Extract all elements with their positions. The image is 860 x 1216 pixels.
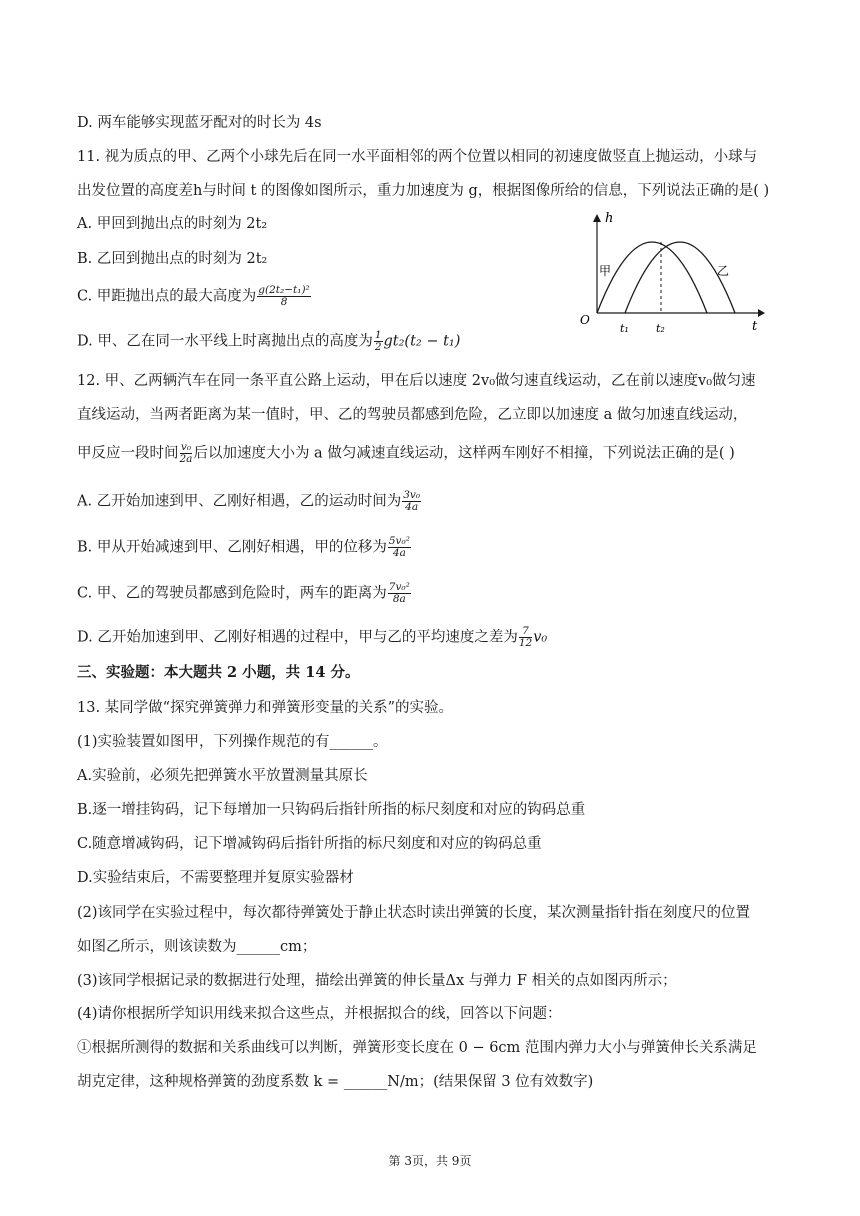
q13-part-2-line-2: 如图乙所示，则该读数为______cm；	[77, 939, 317, 955]
q11-stem-2: 出发位置的高度差h与时间 t 的图像如图所示，重力加速度为 g，根据图像所给的信息，下列说法正确的是( )	[77, 183, 770, 199]
curve-jia	[597, 242, 707, 313]
curve-yi-label: 乙	[717, 264, 730, 278]
q13-part-4-1-line-2: 胡克定律，这种规格弹簧的劲度系数 k = ______N/m；(结果保留 3 位有效数字)	[77, 1074, 594, 1090]
q13-part-1: (1)实验装置如图甲，下列操作规范的有______。	[77, 734, 388, 750]
q12-option-c: C. 甲、乙的驾驶员都感到危险时，两车的距离为 $\frac{\text{7v₀²}}{8a}$	[77, 581, 410, 605]
q13-option-b: B.逐一增挂钩码，记下每增加一只钩码后指针所指的标尺刻度和对应的钩码总重	[77, 802, 586, 818]
q12-option-d: D. 乙开始加速到甲、乙刚好相遇的过程中，甲与乙的平均速度之差为 $\frac{7}{12}$ v₀	[77, 625, 548, 649]
axis-h-label: h	[605, 211, 614, 226]
axis-t-label: t	[752, 319, 758, 334]
q12-option-a: A. 乙开始加速到甲、乙刚好相遇，乙的运动时间为 $\frac{\text{3v₀}}{4a}$	[77, 489, 421, 513]
q13-option-a: A.实验前，必须先把弹簧水平放置测量其原长	[77, 768, 368, 784]
origin-label: O	[580, 313, 590, 327]
section-3-heading: 三、实验题：本大题共 2 小题，共 14 分。	[77, 664, 360, 681]
page-footer: 第 3页，共 9页	[388, 1154, 472, 1168]
q11-option-d: D. 甲、乙在同一水平线上时离抛出点的高度为 $\frac{1}{2}$ gt₂(t₂ − t₁)	[77, 329, 461, 353]
q12-stem-2: 直线运动，当两者距离为某一值时，甲、乙的驾驶员都感到危险，乙立即以加速度 a 做匀加速直线运动，	[77, 407, 748, 423]
q13-stem: 13. 某同学做“探究弹簧弹力和弹簧形变量的关系”的实验。	[77, 700, 453, 716]
line-d-bluetooth: D. 两车能够实现蓝牙配对的时长为 4s	[77, 115, 322, 131]
q13-part-3: (3)该同学根据记录的数据进行处理，描绘出弹簧的伸长量Δx 与弹力 F 相关的点如图丙所示；	[77, 973, 677, 989]
q13-option-c: C.随意增减钩码，记下增减钩码后指针所指的标尺刻度和对应的钩码总重	[77, 836, 542, 852]
q12-stem-3: 甲反应一段时间 $\frac{\text{v₀}}{2a}$ 后以加速度大小为 a 做匀减速直线运动，这样两车刚好不相撞，下列说法正确的是( )	[77, 441, 735, 465]
q13-option-d: D.实验结束后，不需要整理并复原实验器材	[77, 870, 354, 886]
q11-option-b: B. 乙回到抛出点的时刻为 2t₂	[77, 251, 268, 267]
q13-part-2-line-1: (2)该同学在实验过程中，每次都待弹簧处于静止状态时读出弹簧的长度，某次测量指针指在刻度尺的位置	[77, 905, 751, 921]
h-t-graph	[572, 208, 767, 336]
q13-part-4: (4)请你根据所学知识用线来拟合这些点，并根据拟合的线，回答以下问题：	[77, 1006, 562, 1022]
t1-label: t₁	[620, 322, 629, 335]
t2-label: t₂	[656, 322, 665, 335]
q11-option-c: C. 甲距抛出点的最大高度为 $\frac{\text{g(2t₂−t₁)²}}{8}$	[77, 284, 310, 308]
q13-part-4-1-line-1: ①根据所测得的数据和关系曲线可以判断，弹簧形变长度在 0 − 6cm 范围内弹力大小与弹簧伸长关系满足	[77, 1040, 757, 1056]
curve-jia-label: 甲	[599, 264, 612, 278]
q12-option-b: B. 甲从开始减速到甲、乙刚好相遇，甲的位移为 $\frac{\text{5v₀²}}{4a}$	[77, 535, 410, 559]
q11-option-a: A. 甲回到抛出点的时刻为 2t₂	[77, 216, 268, 232]
q11-stem-1: 11. 视为质点的甲、乙两个小球先后在同一水平面相邻的两个位置以相同的初速度做竖直上抛运动，小球与	[77, 149, 758, 165]
q12-stem-1: 12. 甲、乙两辆汽车在同一条平直公路上运动，甲在后以速度 2v₀做匀速直线运动，乙在前以速度v₀做匀速	[77, 373, 756, 389]
